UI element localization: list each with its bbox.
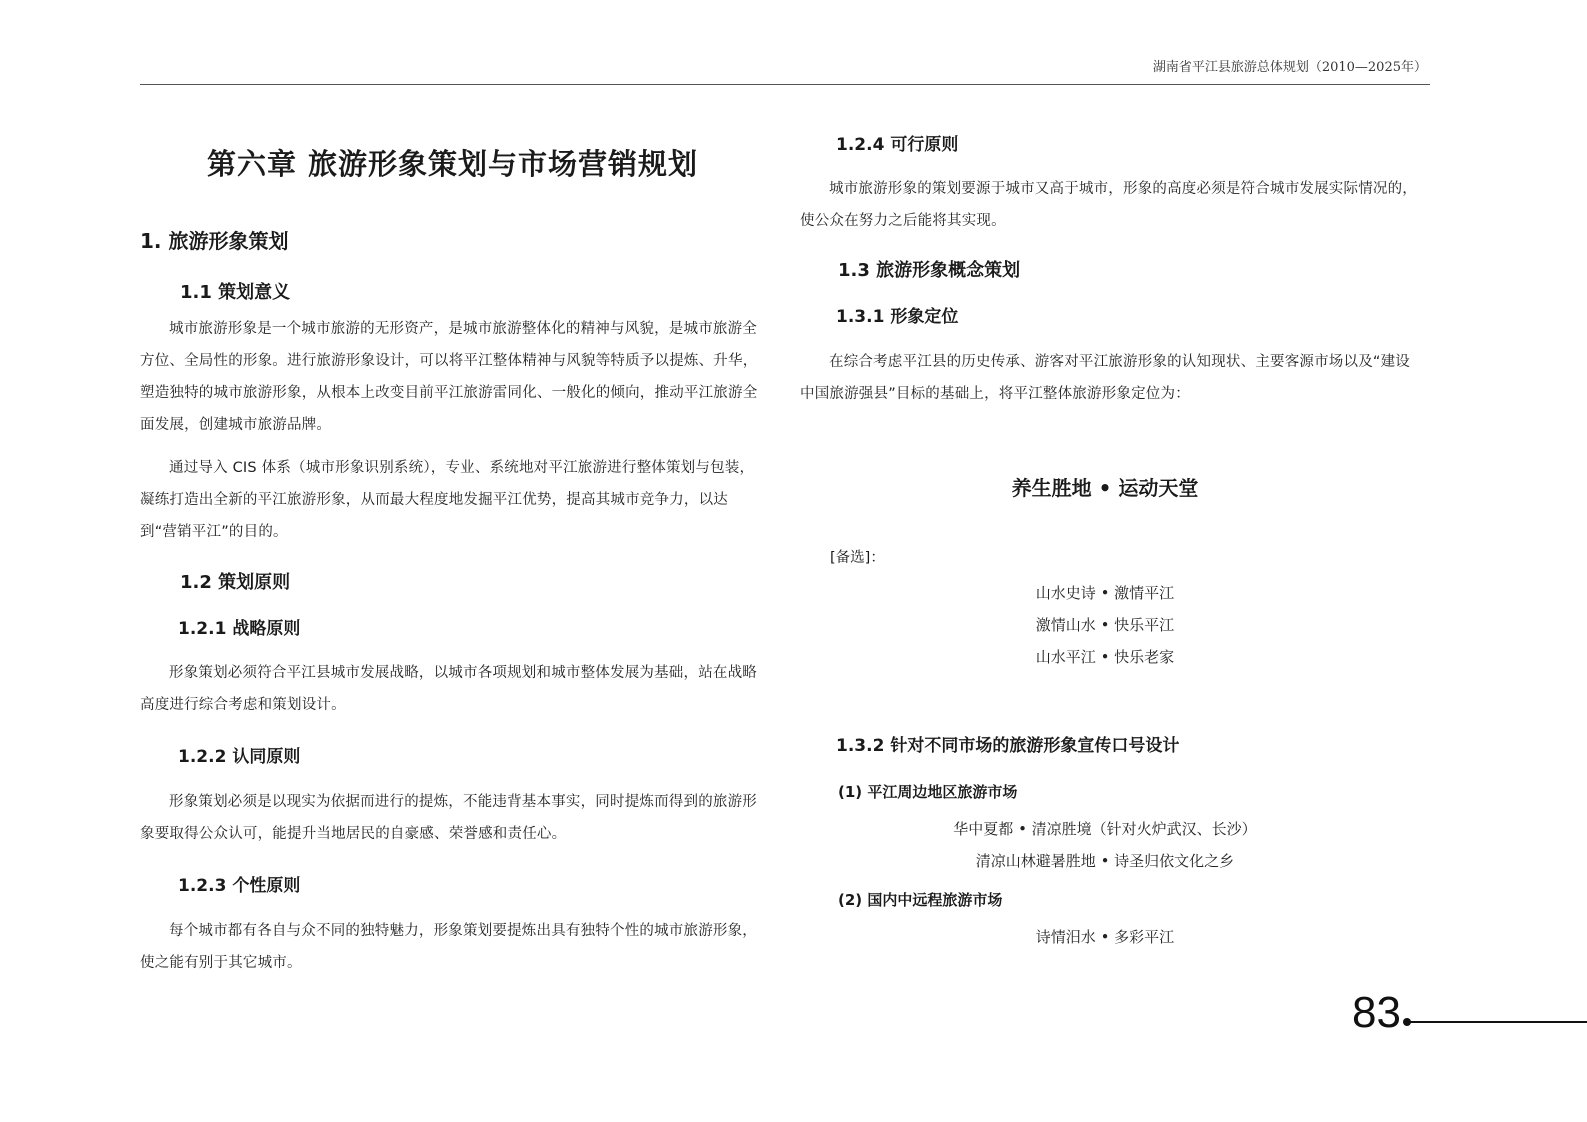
section-1-1-paragraph-2: 通过导入 CIS 体系（城市形象识别系统），专业、系统地对平江旅游进行整体策划与包装，凝练打造出全新的平江旅游形象，从而最大程度地发掘平江优势，提高其城市竞争力，以达到“营销平江”的目的。 (140, 460, 755, 540)
market-2-slogan: 诗情汨水 • 多彩平江 (1035, 928, 1175, 946)
section-1-1-paragraph-1: 城市旅游形象是一个城市旅游的无形资产，是城市旅游整体化的精神与风貌，是城市旅游全方位、全局性的形象。进行旅游形象设计，可以将平江整体精神与风貌等特质予以提炼、升华，塑造独特的城市旅游形象，从根本上改变目前平江旅游雷同化、一般化的倾向，推动平江旅游全面发展，创建城市旅游品牌。 (140, 321, 758, 433)
section-1-1-title: 1.1 策划意义 (180, 282, 291, 303)
section-1-2-1-paragraph: 形象策划必须符合平江县城市发展战略，以城市各项规划和城市整体发展为基础，站在战略高度进行综合考虑和策划设计。 (140, 665, 757, 713)
header-rule (140, 84, 1430, 85)
section-1-2-2-paragraph: 形象策划必须是以现实为依据而进行的提炼，不能违背基本事实，同时提炼而得到的旅游形象要取得公众认可，能提升当地居民的自豪感、荣誉感和责任心。 (140, 794, 757, 842)
market-1-title: (1) 平江周边地区旅游市场 (838, 783, 1018, 801)
section-1-2-2-title: 1.2.2 认同原则 (178, 747, 301, 767)
main-slogan: 养生胜地 • 运动天堂 (1011, 476, 1199, 500)
section-1-title: 1. 旅游形象策划 (140, 229, 289, 253)
section-1-2-1-title: 1.2.1 战略原则 (178, 619, 301, 639)
page-number-rule (1408, 1021, 1587, 1023)
market-2-title: (2) 国内中远程旅游市场 (838, 891, 1003, 909)
section-1-3-1-paragraph: 在综合考虑平江县的历史传承、游客对平江旅游形象的认知现状、主要客源市场以及“建设中国旅游强县”目标的基础上，将平江整体旅游形象定位为： (800, 354, 1411, 402)
alternatives-label: [备选]： (830, 550, 885, 566)
page-number: 83 (1352, 988, 1401, 1037)
section-1-2-4-paragraph: 城市旅游形象的策划要源于城市又高于城市，形象的高度必须是符合城市发展实际情况的，使公众在努力之后能将其实现。 (800, 181, 1417, 229)
section-1-2-title: 1.2 策划原则 (180, 572, 291, 593)
alternative-slogan: 激情山水 • 快乐平江 (1035, 616, 1175, 634)
section-1-3-title: 1.3 旅游形象概念策划 (838, 260, 1021, 281)
running-header: 湖南省平江县旅游总体规划（2010—2025年） (1152, 60, 1427, 75)
section-1-3-1-title: 1.3.1 形象定位 (836, 307, 959, 327)
market-1-slogan: 清凉山林避暑胜地 • 诗圣归依文化之乡 (975, 852, 1235, 870)
alternative-slogan: 山水平江 • 快乐老家 (1035, 648, 1175, 666)
chapter-title: 第六章 旅游形象策划与市场营销规划 (206, 147, 699, 181)
alternative-slogan: 山水史诗 • 激情平江 (1035, 584, 1175, 602)
section-1-2-4-title: 1.2.4 可行原则 (836, 135, 959, 155)
section-1-2-3-title: 1.2.3 个性原则 (178, 876, 301, 896)
market-1-slogan: 华中夏都 • 清凉胜境（针对火炉武汉、长沙） (953, 820, 1257, 838)
section-1-3-2-title: 1.3.2 针对不同市场的旅游形象宣传口号设计 (836, 736, 1180, 756)
section-1-2-3-paragraph: 每个城市都有各自与众不同的独特魅力，形象策划要提炼出具有独特个性的城市旅游形象，使之能有别于其它城市。 (140, 923, 757, 971)
